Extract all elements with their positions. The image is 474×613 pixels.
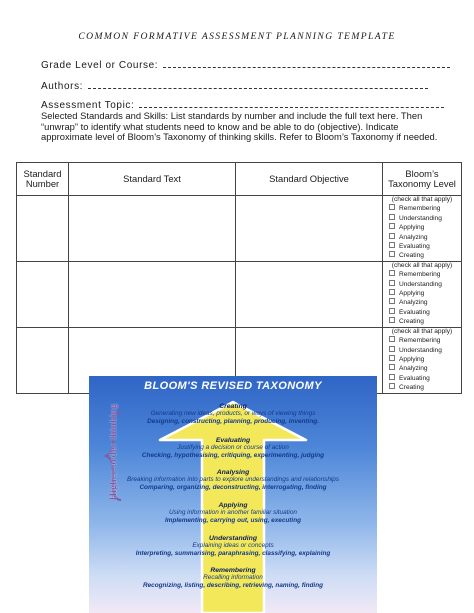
checkbox[interactable] bbox=[389, 242, 395, 248]
authors-label: Authors: bbox=[41, 81, 84, 92]
option-analyzing[interactable] bbox=[383, 298, 461, 307]
level-description: Breaking information into parts to explore understandings and relationships bbox=[126, 476, 340, 484]
standard-objective-cell[interactable] bbox=[236, 196, 383, 262]
option-analyzing[interactable] bbox=[383, 364, 461, 373]
grade-level-label: Grade Level or Course: bbox=[41, 60, 159, 71]
option-label: Applying bbox=[399, 224, 425, 232]
level-verbs: Implementing, carrying out, using, executing bbox=[165, 516, 301, 524]
level-description: Using information in another familiar situation bbox=[169, 509, 297, 517]
checkbox[interactable] bbox=[389, 289, 395, 295]
option-label: Creating bbox=[399, 384, 424, 392]
option-label: Understanding bbox=[399, 214, 442, 222]
level-name: Applying bbox=[218, 502, 248, 509]
header-bloom-level: Bloom’s Taxonomy Level bbox=[383, 163, 462, 196]
checkbox[interactable] bbox=[389, 336, 395, 342]
bloom-level-cell bbox=[383, 261, 462, 327]
option-applying[interactable] bbox=[383, 223, 461, 232]
option-label: Analyzing bbox=[399, 299, 428, 307]
checkbox[interactable] bbox=[389, 383, 395, 389]
standard-text-cell[interactable] bbox=[69, 196, 236, 262]
bloom-level-cell bbox=[383, 327, 462, 393]
option-remembering[interactable] bbox=[383, 270, 461, 279]
header-standard-text: Standard Text bbox=[69, 163, 236, 196]
level-description: Explaining ideas or concepts bbox=[192, 542, 274, 550]
authors-field[interactable] bbox=[41, 79, 428, 92]
level-verbs: Recognizing, listing, describing, retrieving, naming, finding bbox=[142, 581, 323, 589]
level-verbs: Interpreting, summarising, paraphrasing, classifying, explaining bbox=[135, 549, 331, 557]
level-name: Remembering bbox=[210, 567, 256, 574]
option-remembering[interactable] bbox=[383, 336, 461, 345]
standards-table bbox=[16, 162, 462, 394]
option-label: Analyzing bbox=[399, 233, 428, 241]
option-label: Remembering bbox=[399, 205, 441, 213]
checkbox[interactable] bbox=[389, 355, 395, 361]
option-creating[interactable] bbox=[383, 251, 461, 260]
option-label: Evaluating bbox=[399, 243, 430, 251]
option-label: Understanding bbox=[399, 346, 442, 354]
checkbox[interactable] bbox=[389, 223, 395, 229]
option-label: Applying bbox=[399, 355, 425, 363]
option-label: Remembering bbox=[399, 271, 441, 279]
option-label: Analyzing bbox=[399, 365, 428, 373]
checkbox[interactable] bbox=[389, 280, 395, 286]
option-understanding[interactable] bbox=[383, 346, 461, 355]
level-description: Generating new ideas, products, or ways of viewing things bbox=[150, 410, 316, 418]
level-name: Creating bbox=[219, 403, 247, 410]
level-description: Recalling information bbox=[203, 574, 263, 582]
level-name: Analysing bbox=[216, 469, 250, 476]
standard-number-cell[interactable] bbox=[17, 327, 69, 393]
header-standard-number: Standard Number bbox=[17, 163, 69, 196]
table-row bbox=[17, 196, 462, 262]
option-creating[interactable] bbox=[383, 383, 461, 392]
checkbox[interactable] bbox=[389, 214, 395, 220]
level-evaluating bbox=[89, 437, 377, 459]
option-analyzing[interactable] bbox=[383, 233, 461, 242]
option-creating[interactable] bbox=[383, 317, 461, 326]
option-remembering[interactable] bbox=[383, 204, 461, 213]
check-note: (check all that apply) bbox=[391, 327, 453, 335]
grade-level-field[interactable] bbox=[41, 58, 450, 71]
instructions-text: Selected Standards and Skills: List standards by number and include the full text here. Then “unwrap” to identify what students need to know and be able to do (objective). Indicate approximate level of Bloom’s Taxonomy of thinking skills. Refer to Bloom’s Taxonomy if needed. bbox=[41, 110, 438, 143]
assessment-topic-label: Assessment Topic: bbox=[41, 100, 135, 111]
option-evaluating[interactable] bbox=[383, 374, 461, 383]
taxonomy-title: BLOOM'S REVISED TAXONOMY bbox=[144, 380, 322, 392]
standard-text-cell[interactable] bbox=[69, 261, 236, 327]
check-note: (check all that apply) bbox=[391, 261, 453, 269]
option-label: Evaluating bbox=[399, 374, 430, 382]
option-label: Applying bbox=[399, 290, 425, 298]
checkbox[interactable] bbox=[389, 233, 395, 239]
level-creating bbox=[89, 403, 377, 425]
authors-line[interactable] bbox=[88, 79, 428, 89]
option-label: Creating bbox=[399, 252, 424, 260]
level-name: Understanding bbox=[209, 535, 257, 542]
option-label: Understanding bbox=[399, 280, 442, 288]
checkbox[interactable] bbox=[389, 374, 395, 380]
checkbox[interactable] bbox=[389, 251, 395, 257]
level-name: Evaluating bbox=[215, 437, 251, 444]
option-understanding[interactable] bbox=[383, 280, 461, 289]
assessment-topic-line[interactable] bbox=[139, 98, 444, 108]
option-applying[interactable] bbox=[383, 355, 461, 364]
table-row bbox=[17, 261, 462, 327]
grade-level-line[interactable] bbox=[163, 58, 450, 68]
bloom-level-cell bbox=[383, 196, 462, 262]
option-understanding[interactable] bbox=[383, 214, 461, 223]
table-header-row bbox=[17, 163, 462, 196]
header-standard-objective: Standard Objective bbox=[236, 163, 383, 196]
option-label: Remembering bbox=[399, 337, 441, 345]
checkbox[interactable] bbox=[389, 346, 395, 352]
checkbox[interactable] bbox=[389, 317, 395, 323]
option-label: Creating bbox=[399, 318, 424, 326]
higher-order-thinking-label: Higher-order thinking bbox=[109, 403, 119, 501]
option-applying[interactable] bbox=[383, 289, 461, 298]
option-evaluating[interactable] bbox=[383, 242, 461, 251]
level-verbs: Comparing, organizing, deconstructing, interrogating, finding bbox=[139, 483, 327, 491]
level-understanding bbox=[89, 535, 377, 557]
checkbox[interactable] bbox=[389, 270, 395, 276]
document-title: COMMON FORMATIVE ASSESSMENT PLANNING TEMPLATE bbox=[78, 31, 396, 42]
level-verbs: Checking, hypothesising, critiquing, experimenting, judging bbox=[141, 451, 325, 459]
check-note: (check all that apply) bbox=[391, 196, 453, 203]
checkbox[interactable] bbox=[389, 364, 395, 370]
standard-number-cell[interactable] bbox=[17, 261, 69, 327]
option-label: Evaluating bbox=[399, 308, 430, 316]
level-description: Justifying a decision or course of action bbox=[177, 444, 289, 452]
standard-objective-cell[interactable] bbox=[236, 261, 383, 327]
checkbox[interactable] bbox=[389, 298, 395, 304]
level-applying bbox=[89, 502, 377, 524]
checkbox[interactable] bbox=[389, 308, 395, 314]
blooms-taxonomy-image bbox=[89, 376, 377, 613]
level-verbs: Designing, constructing, planning, producing, inventing. bbox=[147, 417, 319, 425]
option-evaluating[interactable] bbox=[383, 308, 461, 317]
level-analysing bbox=[89, 469, 377, 491]
standard-number-cell[interactable] bbox=[17, 196, 69, 262]
level-remembering bbox=[89, 567, 377, 589]
checkbox[interactable] bbox=[389, 204, 395, 210]
